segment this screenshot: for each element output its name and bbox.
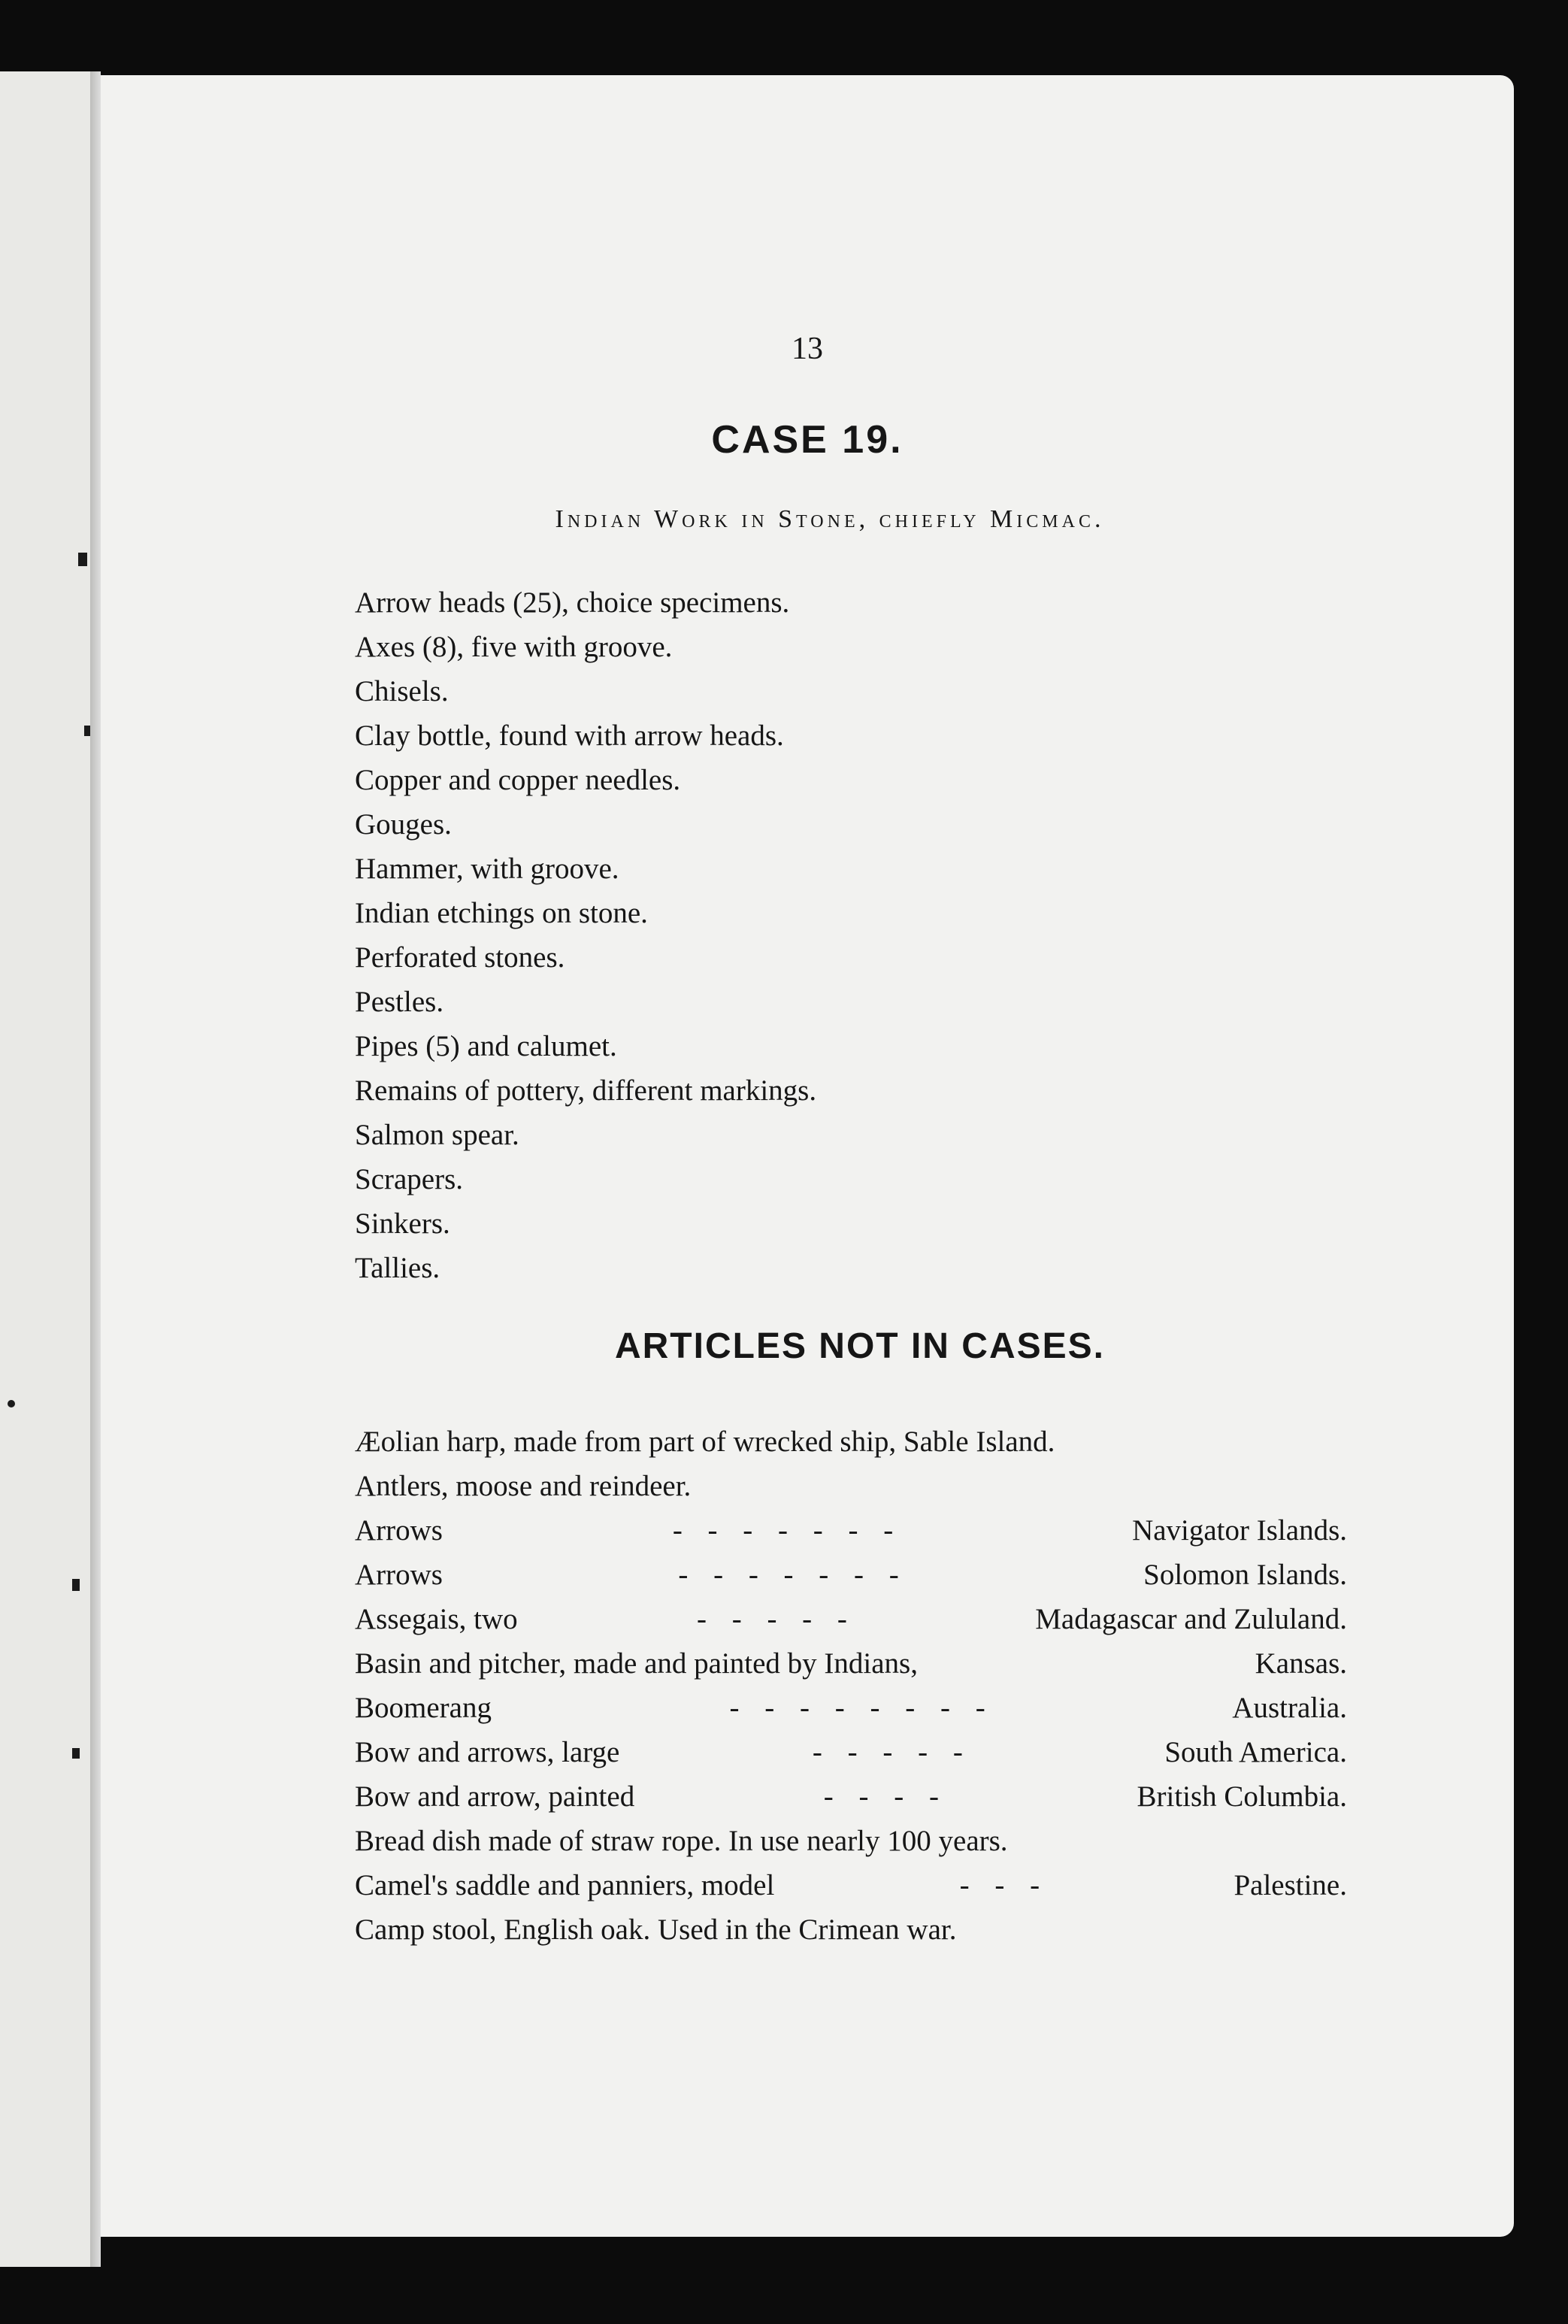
list-item: Salmon spear. bbox=[355, 1119, 519, 1151]
list-item: Tallies. bbox=[355, 1252, 440, 1284]
book-gutter bbox=[90, 71, 101, 2267]
list-item: Gouges. bbox=[355, 808, 452, 841]
article-row bbox=[355, 1686, 1347, 1730]
case-subtitle: Indian Work in Stone, chiefly Micmac. bbox=[555, 505, 1105, 533]
article-item: Bread dish made of straw rope. In use nearly 100 years. bbox=[355, 1825, 1008, 1857]
leader-dashes bbox=[691, 1464, 1347, 1508]
article-row bbox=[355, 1420, 1347, 1464]
article-row bbox=[355, 1464, 1347, 1508]
article-item: Æolian harp, made from part of wrecked ship, Sable Island. bbox=[355, 1426, 1055, 1458]
leader-dashes bbox=[918, 1641, 1255, 1686]
article-row bbox=[355, 1508, 1347, 1553]
leader-dashes bbox=[1008, 1819, 1347, 1863]
leader-dashes: - - - - - bbox=[696, 1603, 856, 1635]
margin-mark bbox=[84, 726, 90, 736]
article-row bbox=[355, 1553, 1347, 1597]
page-number: 13 bbox=[792, 332, 823, 366]
case-heading: CASE 19. bbox=[711, 418, 904, 462]
list-item: Clay bottle, found with arrow heads. bbox=[355, 720, 784, 752]
article-item: Boomerang bbox=[355, 1692, 492, 1724]
article-row bbox=[355, 1597, 1347, 1641]
article-place: Madagascar and Zululand. bbox=[1035, 1603, 1347, 1635]
book-page bbox=[101, 75, 1514, 2237]
article-item: Camel's saddle and panniers, model bbox=[355, 1869, 775, 1901]
leader-dashes: - - - - bbox=[823, 1780, 948, 1813]
article-row bbox=[355, 1730, 1347, 1774]
article-row bbox=[355, 1641, 1347, 1686]
list-item: Pipes (5) and calumet. bbox=[355, 1030, 617, 1062]
article-place: Solomon Islands. bbox=[1143, 1559, 1347, 1591]
article-row bbox=[355, 1774, 1347, 1819]
list-item: Perforated stones. bbox=[355, 941, 565, 974]
article-item: Bow and arrows, large bbox=[355, 1736, 620, 1768]
article-place: Palestine. bbox=[1234, 1869, 1347, 1901]
list-item: Copper and copper needles. bbox=[355, 764, 681, 796]
case-item-list bbox=[355, 580, 816, 1290]
leader-dashes bbox=[1055, 1420, 1347, 1464]
article-item: Antlers, moose and reindeer. bbox=[355, 1470, 692, 1502]
leader-dashes: - - - - - bbox=[812, 1736, 972, 1768]
leader-dashes: - - - bbox=[959, 1869, 1049, 1901]
leader-dashes: - - - - - - - bbox=[672, 1514, 903, 1547]
articles-list bbox=[355, 1420, 1347, 1952]
article-row bbox=[355, 1863, 1347, 1907]
list-item: Sinkers. bbox=[355, 1207, 450, 1240]
list-item: Arrow heads (25), choice specimens. bbox=[355, 586, 790, 619]
list-item: Pestles. bbox=[355, 986, 444, 1018]
facing-page-edge bbox=[0, 71, 90, 2267]
article-item: Basin and pitcher, made and painted by Indians, bbox=[355, 1647, 918, 1680]
section-heading: ARTICLES NOT IN CASES. bbox=[614, 1326, 1106, 1366]
article-row bbox=[355, 1819, 1347, 1863]
article-place: South America. bbox=[1164, 1736, 1347, 1768]
article-place: Australia. bbox=[1232, 1692, 1347, 1724]
article-row bbox=[355, 1907, 1347, 1952]
article-item: Bow and arrow, painted bbox=[355, 1780, 635, 1813]
article-item: Arrows bbox=[355, 1514, 443, 1547]
list-item: Scrapers. bbox=[355, 1163, 464, 1195]
margin-mark bbox=[72, 1748, 80, 1759]
margin-mark bbox=[8, 1400, 15, 1407]
article-place: British Columbia. bbox=[1137, 1780, 1347, 1813]
margin-mark bbox=[72, 1579, 80, 1591]
article-item: Assegais, two bbox=[355, 1603, 518, 1635]
margin-mark bbox=[78, 553, 87, 566]
article-item: Camp stool, English oak. Used in the Crimean war. bbox=[355, 1913, 957, 1946]
list-item: Indian etchings on stone. bbox=[355, 897, 648, 929]
list-item: Axes (8), five with groove. bbox=[355, 631, 673, 663]
article-place: Navigator Islands. bbox=[1132, 1514, 1347, 1547]
list-item: Hammer, with groove. bbox=[355, 853, 619, 885]
list-item: Remains of pottery, different markings. bbox=[355, 1074, 817, 1107]
article-place: Kansas. bbox=[1255, 1647, 1347, 1680]
article-item: Arrows bbox=[355, 1559, 443, 1591]
leader-dashes: - - - - - - - bbox=[678, 1559, 908, 1591]
leader-dashes: - - - - - - - - bbox=[729, 1692, 994, 1724]
leader-dashes bbox=[956, 1907, 1347, 1952]
list-item: Chisels. bbox=[355, 675, 449, 708]
